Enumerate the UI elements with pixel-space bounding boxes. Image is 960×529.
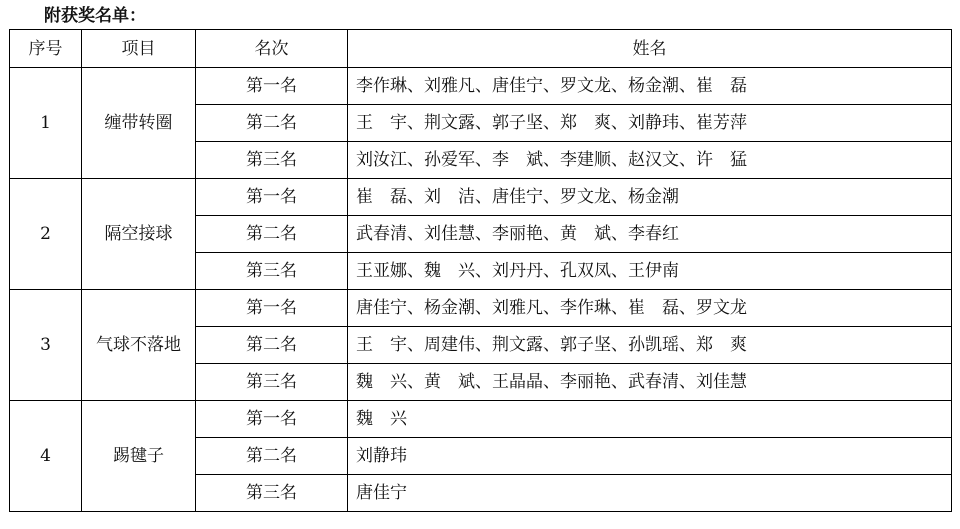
winner-names: 刘汝江、孙爱军、李 斌、李建顺、赵汉文、许 猛	[348, 142, 952, 179]
winner-names: 唐佳宁、杨金潮、刘雅凡、李作琳、崔 磊、罗文龙	[348, 290, 952, 327]
rank-cell: 第三名	[196, 364, 348, 401]
winner-names: 王 宇、荆文露、郭子坚、郑 爽、刘静玮、崔芳萍	[348, 105, 952, 142]
page-title: 附获奖名单：	[44, 6, 146, 26]
rank-cell: 第一名	[196, 290, 348, 327]
table-row	[10, 68, 952, 105]
column-header-event: 项目	[82, 30, 196, 68]
table-row	[10, 401, 952, 438]
header-row	[10, 30, 952, 68]
group-number: 1	[10, 68, 82, 179]
rank-cell: 第一名	[196, 401, 348, 438]
winner-names: 唐佳宁	[348, 475, 952, 512]
event-name: 隔空接球	[82, 179, 196, 290]
group-number: 3	[10, 290, 82, 401]
winner-names: 魏 兴	[348, 401, 952, 438]
group-number: 4	[10, 401, 82, 512]
event-name: 气球不落地	[82, 290, 196, 401]
event-name: 踢毽子	[82, 401, 196, 512]
winner-names: 崔 磊、刘 洁、唐佳宁、罗文龙、杨金潮	[348, 179, 952, 216]
winner-names: 王 宇、周建伟、荆文露、郭子坚、孙凯瑶、郑 爽	[348, 327, 952, 364]
winner-names: 王亚娜、魏 兴、刘丹丹、孔双凤、王伊南	[348, 253, 952, 290]
column-header-no: 序号	[10, 30, 82, 68]
rank-cell: 第二名	[196, 327, 348, 364]
table-row	[10, 290, 952, 327]
rank-cell: 第二名	[196, 438, 348, 475]
event-name: 缠带转圈	[82, 68, 196, 179]
rank-cell: 第二名	[196, 105, 348, 142]
winner-names: 魏 兴、黄 斌、王晶晶、李丽艳、武春清、刘佳慧	[348, 364, 952, 401]
table-row	[10, 179, 952, 216]
column-header-rank: 名次	[196, 30, 348, 68]
winner-names: 李作琳、刘雅凡、唐佳宁、罗文龙、杨金潮、崔 磊	[348, 68, 952, 105]
rank-cell: 第三名	[196, 253, 348, 290]
rank-cell: 第三名	[196, 475, 348, 512]
rank-cell: 第二名	[196, 216, 348, 253]
rank-cell: 第三名	[196, 142, 348, 179]
group-number: 2	[10, 179, 82, 290]
winner-names: 刘静玮	[348, 438, 952, 475]
award-table	[9, 29, 952, 512]
rank-cell: 第一名	[196, 179, 348, 216]
column-header-names: 姓名	[348, 30, 952, 68]
rank-cell: 第一名	[196, 68, 348, 105]
winner-names: 武春清、刘佳慧、李丽艳、黄 斌、李春红	[348, 216, 952, 253]
